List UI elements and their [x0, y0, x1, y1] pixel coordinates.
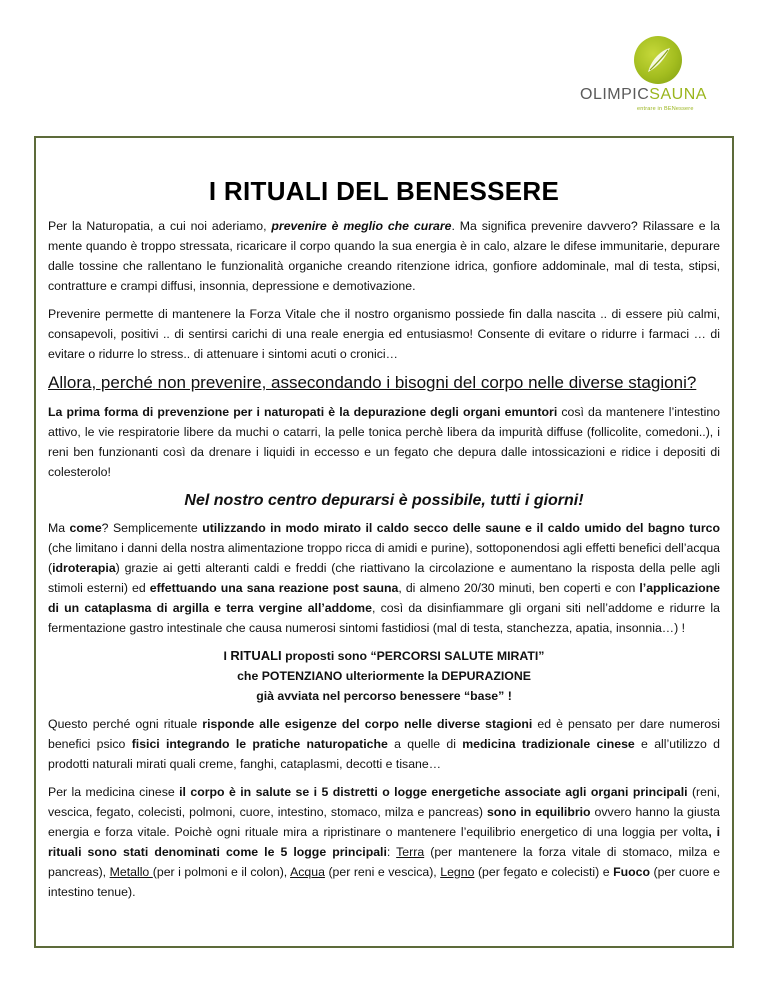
paragraph-prevenire: Prevenire permette di mantenere la Forza Vitale che il nostro organismo possiede fin dalla nascita .. di essere più calmi, consapevoli, positivi .. di sentirsi carichi di una reale energia ed entusiasmo! Consente di evitare o ridurre i farmaci … di evitare o ridurre lo stress.. di attenuare i sintomi acuti o cronici… — [48, 307, 720, 361]
leaf-logo-icon — [634, 36, 682, 84]
rituali-callout: I RITUALI proposti sono “PERCORSI SALUTE MIRATI” che POTENZIANO ulteriormente la DEPURAZIONE già avviata nel percorso benessere “base” ! — [223, 648, 545, 703]
logo-wordmark: OLIMPICSAUNA — [580, 86, 707, 103]
paragraph-medicina-cinese: Per la medicina cinese il corpo è in salute se i 5 distretti o logge energetiche associate agli organi principali (reni, vescica, fegato, colecisti, polmoni, cuore, intestino, stomaco, milza e pancreas) sono in equilibrio ovvero hanno la giusta energia e forza vitale. Poichè ogni rituale mira a ripristinare o mantenere l’equilibrio energetico di una loggia per volta, i rituali sono stati denominati come le 5 logge principali: Terra (per mantenere la forza vitale di stomaco, milza e pancreas), Metallo (per i polmoni e il colon), Acqua (per reni e vescica), Legno (per fegato e colecisti) e Fuoco (per cuore e intestino tenue). — [48, 785, 720, 899]
paragraph-come: Ma come? Semplicemente utilizzando in modo mirato il caldo secco delle saune e il caldo umido del bagno turco (che limitano i danni della nostra alimentazione troppo ricca di amidi e purine), sottoponendosi agli effetti benefici dell’acqua (idroterapia) grazie ai getti alteranti caldi e freddi (che riattivano la circolazione e aumentano la risposta della pelle agli stimoli esterni) ed effettuando una sana reazione post sauna, di almeno 20/30 minuti, ben coperti e con l’applicazione di un cataplasma di argilla e terra vergine all’addome, così da disinfiammare gli organi siti nell’addome e ridurre la fermentazione gastro intestinale che causa numerosi sintomi fastidiosi (mal di testa, stanchezza, apatia, insonnia…) ! — [48, 521, 720, 635]
paragraph-stagioni: Questo perché ogni rituale risponde alle esigenze del corpo nelle diverse stagioni ed è pensato per dare numerosi benefici psico fisici integrando le pratiche naturopatiche a quelle di medicina tradizionale cinese e all’utilizzo d prodotti naturali mirati quali creme, fanghi, cataplasmi, decotti e tisane… — [48, 717, 720, 771]
paragraph-intro: Per la Naturopatia, a cui noi aderiamo, prevenire è meglio che curare. Ma significa prevenire davvero? Rilassare e la mente quando è troppo stressata, ricaricare il corpo quando la sua energia è in calo, alzare le difese immunitarie, depurare dalle tossine che rallentano le funzionalità organiche creando ritenzione idrica, gonfiore addominale, mal di testa, stipsi, contratture e crampi diffusi, insonnia, depressione e demotivazione. — [48, 219, 720, 293]
paragraph-depurazione: La prima forma di prevenzione per i naturopati è la depurazione degli organi emuntori così da mantenere l’intestino attivo, le vie respiratorie libere da muchi o catarri, la pelle tonica perchè libera da impurità diffuse (follicolite, comedoni..), i reni ben funzionanti così da drenare i liquidi in eccesso e un fegato che depura dalle intossicazioni e ridice i depositi di colesterolo! — [48, 405, 720, 479]
olimpicsauna-logo — [580, 36, 730, 118]
page-title: I RITUALI DEL BENESSERE — [208, 176, 560, 206]
section-heading-question: Allora, perché non prevenire, assecondando i bisogni del corpo nelle diverse stagioni? — [48, 373, 697, 392]
document-body — [48, 176, 720, 910]
logo-tagline: entrare in BENessere — [637, 106, 694, 112]
section-heading-centro: Nel nostro centro depurarsi è possibile, tutti i giorni! — [184, 492, 584, 509]
